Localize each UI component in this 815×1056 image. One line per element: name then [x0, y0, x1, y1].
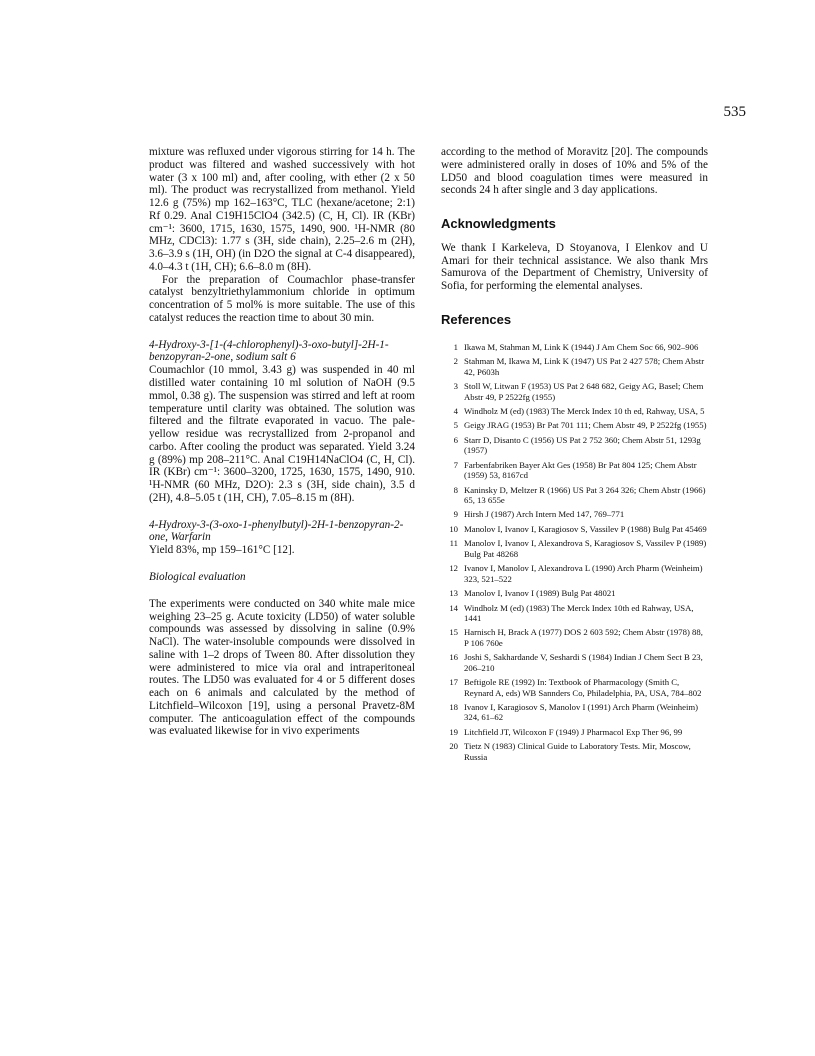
acknowledgments-heading: Acknowledgments — [441, 216, 556, 232]
left-column — [149, 146, 415, 738]
reference-item — [441, 381, 708, 402]
reference-text: Kaninsky D, Meltzer R (1966) US Pat 3 264 326; Chem Abstr (1966) 65, 13 655e — [464, 484, 706, 505]
reference-number: 5 — [453, 420, 458, 431]
reference-text: Harnisch H, Brack A (1977) DOS 2 603 592; Chem Abstr (1978) 88, P 106 760e — [464, 627, 703, 648]
reference-number: 1 — [453, 341, 458, 352]
reference-number: 14 — [449, 602, 458, 613]
preparation-paragraph: mixture was refluxed under vigorous stirring for 14 h. The product was filtered and washed successively with hot water (3 x 100 ml) and, after cooling, with ether (2 x 50 ml). The product was recrystallized from methanol. Yield 12.6 g (75%) mp 162–163°C, TLC (hexane/acetone; 2:1) Rf 0.29. Anal C19H15ClO4 (342.5) (C, H, Cl). IR (KBr) cm⁻¹: 3600, 1715, 1630, 1575, 1490, 900. ¹H-NMR (80 MHz, CDCl3): 1.77 s (3H, side chain), 2.25–2.6 m (2H), 3.6–3.9 s (1H, OH) (in D2O the signal at C-4 disappeared), 4.0–4.3 t (1H, CH); 6.6–8.0 m (8H). — [149, 146, 415, 273]
reference-number: 3 — [453, 381, 458, 392]
reference-text: Starr D, Disanto C (1956) US Pat 2 752 360; Chem Abstr 51, 1293g (1957) — [464, 434, 701, 456]
reference-number: 4 — [453, 405, 458, 416]
compound-6-paragraph: Coumachlor (10 mmol, 3.43 g) was suspended in 40 ml distilled water containing 10 ml solution of NaOH (9.5 mmol, 0.38 g). The suspension was stirred and left at room temperature until clarity was obtained. The solution was filtered and the filtrate evaporated in vacuo. The pale-yellow residue was recrystallized from 2-propanol and carbo. After cooling the product was separated. Yield 3.24 g (89%) mp 208–211°C. Anal C19H14NaClO4 (C, H, Cl). IR (KBr) cm⁻¹: 3600–3200, 1725, 1630, 1575, 1490, 910. ¹H-NMR (60 MHz, D2O): 2.3 s (3H, side chain), 3.5 d (2H), 4.8–5.05 t (1H, CH), 7.05–8.15 m (8H). — [149, 364, 415, 504]
reference-number: 10 — [449, 523, 458, 534]
reference-item — [441, 460, 708, 481]
reference-item — [441, 406, 708, 416]
reference-item — [441, 741, 708, 762]
reference-text: Manolov I, Ivanov I (1989) Bulg Pat 48021 — [464, 588, 616, 599]
reference-number: 12 — [449, 563, 458, 574]
reference-text: Farbenfabriken Bayer Akt Ges (1958) Br Pat 804 125; Chem Abstr (1959) 53, 8167cd — [464, 459, 697, 481]
reference-text: Stoll W, Litwan F (1953) US Pat 2 648 682, Geigy AG, Basel; Chem Abstr 49, P 2522fg (1955) — [464, 381, 704, 402]
page-number: 535 — [723, 104, 746, 120]
reference-item — [441, 485, 708, 506]
reference-number: 7 — [453, 459, 458, 470]
warfarin-heading: 4-Hydroxy-3-(3-oxo-1-phenylbutyl)-2H-1-benzopyran-2-one, Warfarin — [149, 518, 404, 544]
reference-number: 2 — [453, 356, 458, 367]
reference-text: Tietz N (1983) Clinical Guide to Laboratory Tests. Mir, Moscow, Russia — [464, 741, 691, 762]
references-heading: References — [441, 311, 512, 327]
reference-number: 20 — [449, 741, 458, 752]
reference-number: 9 — [453, 509, 458, 520]
reference-text: Ikawa M, Stahman M, Link K (1944) J Am Chem Soc 66, 902–906 — [464, 341, 699, 352]
reference-number: 11 — [449, 538, 458, 549]
reference-item — [441, 356, 708, 377]
reference-item — [441, 677, 708, 698]
reference-text: Manolov I, Ivanov I, Karagiosov S, Vassilev P (1988) Bulg Pat 45469 — [464, 523, 707, 534]
right-column — [441, 146, 708, 766]
warfarin-paragraph: Yield 83%, mp 159–161°C [12]. — [149, 544, 295, 557]
compound-6-heading: 4-Hydroxy-3-[1-(4-chlorophenyl)-3-oxo-butyl]-2H-1-benzopyran-2-one, sodium salt 6 — [149, 338, 389, 364]
reference-item — [441, 420, 708, 430]
reference-text: Ivanov I, Manolov I, Alexandrova L (1990) Arch Pharm (Weinheim) 323, 521–522 — [464, 563, 703, 584]
reference-item — [441, 603, 708, 624]
reference-text: Hirsh J (1987) Arch Intern Med 147, 769–771 — [464, 509, 625, 520]
reference-item — [441, 627, 708, 648]
reference-item — [441, 702, 708, 723]
biological-evaluation-paragraph: The experiments were conducted on 340 white male mice weighing 23–25 g. Acute toxicity (LD50) of water soluble compounds was assessed by dissolving in saline (0.9% NaCl). The water-insoluble compounds were dissolved in saline with 1–2 drops of Tween 80. After dissolution they were administered to mice via oral and intraperitoneal routes. The LD50 was evaluated for 4 or 5 different doses each on 6 animals and calculated by the method of Litchfield–Wilcoxon [19], using a personal Pravetz-8M computer. The anticoagulation effect of the compounds was evaluated likewise for in vivo experiments — [149, 597, 415, 738]
reference-text: Litchfield JT, Wilcoxon F (1949) J Pharmacol Exp Ther 96, 99 — [464, 726, 683, 737]
reference-item — [441, 342, 708, 352]
reference-item — [441, 524, 708, 534]
reference-number: 13 — [449, 588, 458, 599]
catalyst-paragraph: For the preparation of Coumachlor phase-transfer catalyst benzyltriethylammonium chloride in optimum concentration of 5 mol% is more suitable. The use of this catalyst reduces the reaction time to about 30 min. — [149, 273, 415, 324]
reference-item — [441, 727, 708, 737]
reference-number: 8 — [453, 484, 458, 495]
reference-text: Manolov I, Ivanov I, Alexandrova S, Karagiosov S, Vassilev P (1989) Bulg Pat 48268 — [464, 538, 707, 559]
reference-item — [441, 563, 708, 584]
reference-item — [441, 509, 708, 519]
reference-item — [441, 435, 708, 456]
reference-text: Windholz M (ed) (1983) The Merck Index 10th ed Rahway, USA, 1441 — [464, 602, 694, 623]
reference-number: 17 — [449, 677, 458, 688]
reference-number: 16 — [449, 652, 458, 663]
reference-number: 19 — [449, 726, 458, 737]
reference-number: 15 — [449, 627, 458, 638]
acknowledgments-paragraph: We thank I Karkeleva, D Stoyanova, I Elenkov and U Amari for their technical assistance. We also thank Mrs Samurova of the Department of Chemistry, University of Sofia, for performing the elemental analyses. — [441, 241, 708, 293]
reference-text: Stahman M, Ikawa M, Link K (1947) US Pat 2 427 578; Chem Abstr 42, P603h — [464, 356, 705, 377]
reference-number: 6 — [453, 434, 458, 445]
reference-text: Beftigole RE (1992) In: Textbook of Pharmacology (Smith C, Reynard A, eds) WB Sannders Co, Philadelphia, PA, USA, 784–802 — [464, 677, 702, 698]
reference-list — [441, 342, 708, 762]
reference-item — [441, 538, 708, 559]
reference-number: 18 — [449, 702, 458, 712]
reference-text: Geigy JRAG (1953) Br Pat 701 111; Chem Abstr 49, P 2522fg (1955) — [464, 420, 707, 431]
reference-text: Ivanov I, Karagiosov S, Manolov I (1991) Arch Pharm (Weinheim) 324, 61–62 — [464, 702, 699, 723]
biological-evaluation-heading: Biological evaluation — [149, 570, 246, 583]
reference-text: Joshi S, Sakhardande V, Seshardi S (1984) Indian J Chem Sect B 23, 206–210 — [464, 652, 703, 673]
reference-item — [441, 588, 708, 598]
reference-item — [441, 652, 708, 673]
continuation-paragraph: according to the method of Moravitz [20]. The compounds were administered orally in doses of 10% and 5% of the LD50 and blood coagulation times were measured in seconds 24 h after single and 3 day applications. — [441, 146, 708, 197]
reference-text: Windholz M (ed) (1983) The Merck Index 10 th ed, Rahway, USA, 5 — [464, 405, 705, 416]
